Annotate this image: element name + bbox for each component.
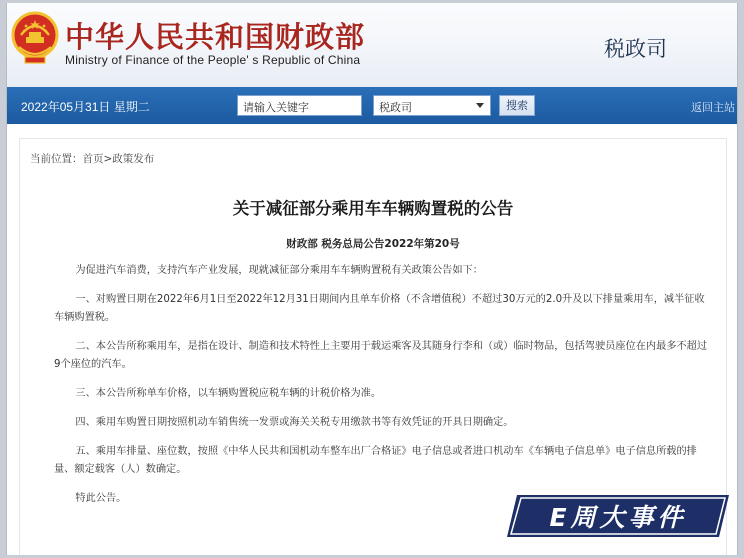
site-header bbox=[7, 3, 737, 87]
national-emblem-icon bbox=[11, 11, 59, 67]
current-date: 2022年05月31日 星期二 bbox=[21, 100, 150, 114]
back-home-link[interactable]: 返回主站 bbox=[691, 101, 735, 114]
search-input[interactable]: 请输入关键字 bbox=[237, 95, 362, 116]
department-select-value: 税政司 bbox=[379, 101, 412, 114]
search-button[interactable]: 搜索 bbox=[499, 95, 535, 116]
nav-bar bbox=[7, 87, 737, 124]
site-title-en: Ministry of Finance of the People' s Republic of China bbox=[65, 53, 361, 67]
site-title-cn: 中华人民共和国财政部 bbox=[65, 20, 366, 54]
document-number: 财政部 税务总局公告2022年第20号 bbox=[286, 238, 460, 250]
badge-text: E周大事件 bbox=[549, 503, 687, 532]
article-paragraph: 为促进汽车消费，支持汽车产业发展，现就减征部分乘用车车辆购置税有关政策公告如下： bbox=[75, 265, 483, 276]
section-title: 税政司 bbox=[604, 37, 667, 61]
article-paragraph: 五、乘用车排量、座位数，按照《中华人民共和国机动车整车出厂合格证》电子信息或者进口机动车《车辆电子信息单》电子信息所载的排量、额定载客（人）数确定。 bbox=[54, 446, 697, 475]
weekly-news-badge bbox=[507, 493, 729, 539]
article-paragraph: 二、本公告所称乘用车，是指在设计、制造和技术特性上主要用于载运乘客及其随身行李和（或）临时物品，包括驾驶员座位在内最多不超过9个座位的汽车。 bbox=[54, 341, 708, 370]
main-content bbox=[7, 124, 737, 555]
breadcrumb: 当前位置：首页>政策发布 bbox=[30, 153, 155, 165]
article-body bbox=[54, 251, 710, 508]
department-select[interactable] bbox=[373, 95, 491, 116]
article-title: 关于减征部分乘用车车辆购置税的公告 bbox=[232, 199, 514, 218]
article-paragraph: 一、对购置日期在2022年6月1日至2022年12月31日期间内且单车价格（不含增值税）不超过30万元的2.0升及以下排量乘用车，减半征收车辆购置税。 bbox=[54, 294, 705, 323]
browser-frame bbox=[6, 3, 738, 555]
article-paragraph: 特此公告。 bbox=[75, 493, 127, 504]
article-paragraph: 四、乘用车购置日期按照机动车销售统一发票或海关关税专用缴款书等有效凭证的开具日期确定。 bbox=[75, 417, 514, 428]
article-paragraph: 三、本公告所称单车价格，以车辆购置税应税车辆的计税价格为准。 bbox=[75, 388, 382, 399]
chevron-down-icon bbox=[476, 103, 484, 108]
